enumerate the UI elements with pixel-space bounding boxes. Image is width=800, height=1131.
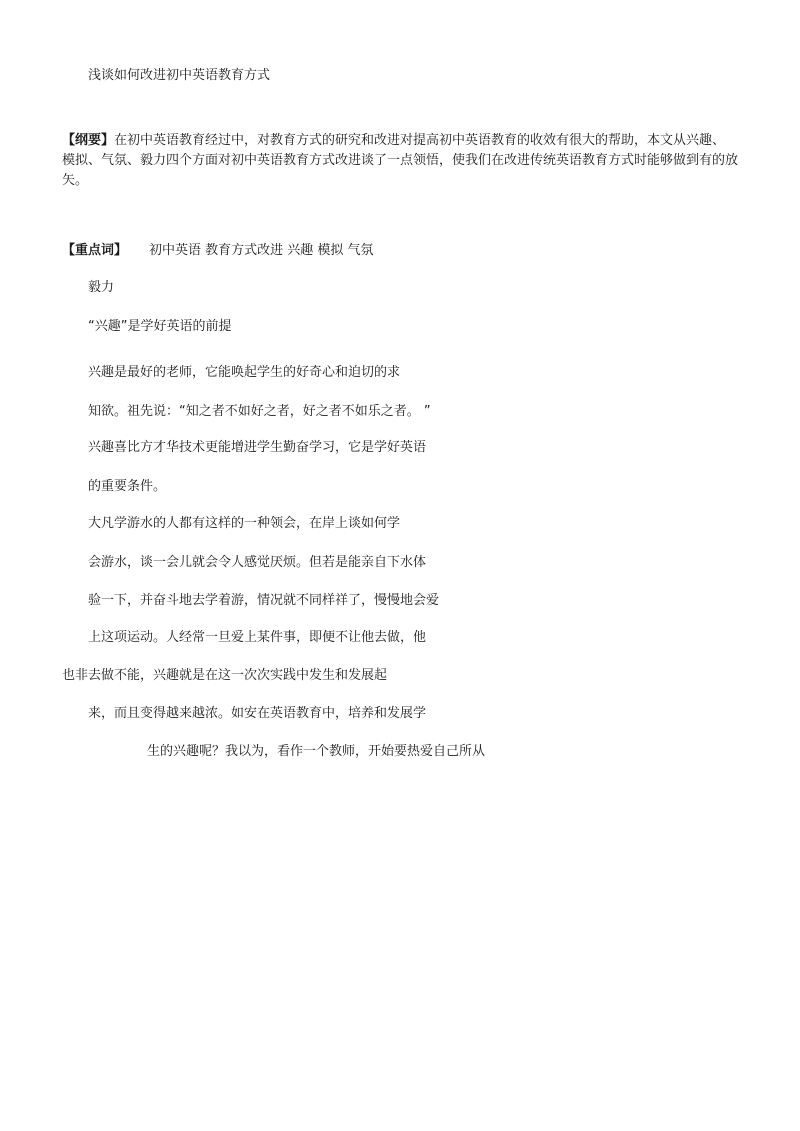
body-line: 兴趣喜比方才华技术更能增进学生勤奋学习，它是学好英语 <box>88 440 427 455</box>
keywords-label: 【重点词】 <box>62 243 128 258</box>
body-line: 兴趣是最好的老师，它能唤起学生的好奇心和迫切的求 <box>88 365 401 380</box>
abstract-paragraph <box>62 131 738 191</box>
body-line: 知欲。祖先说：“知之者不如好之者，好之者不如乐之者。 ” <box>88 404 431 419</box>
body-line: 上这项运动。人经常一旦爱上某件事，即便不让他去做，他 <box>88 630 427 645</box>
keywords-text: 初中英语 教育方式改进 兴趣 模拟 气氛 <box>149 243 374 258</box>
body-line: 来，而且变得越来越浓。如安在英语教育中，培养和发展学 <box>88 706 427 721</box>
keywords-continuation: 毅力 <box>88 280 115 295</box>
body-line: 生的兴趣呢？我以为，看作一个教师，开始要热爱自己所从 <box>147 744 486 759</box>
body-line: 大凡学游水的人都有这样的一种领会，在岸上谈如何学 <box>88 516 401 531</box>
abstract-text: 在初中英语教育经过中，对教育方式的研究和改进对提高初中英语教育的收效有很大的帮助，本文从兴趣、模拟、气氛、毅力四个方面对初中英语教育方式改进谈了一点领悟，使我们在改进传统英语教育方式时能够做到有的放矢。 <box>62 133 739 188</box>
body-line: 也非去做不能，兴趣就是在这一次次实践中发生和发展起 <box>62 668 388 683</box>
body-line: 验一下，并奋斗地去学着游，情况就不同样祥了，慢慢地会爱 <box>88 593 440 608</box>
section-heading: “兴趣”是学好英语的前提 <box>88 319 232 334</box>
abstract-label: 【纲要】 <box>62 133 115 148</box>
body-line: 会游水，谈一会儿就会令人感觉厌烦。但若是能亲自下水体 <box>88 555 427 570</box>
body-line: 的重要条件。 <box>88 479 167 494</box>
document-title: 浅谈如何改进初中英语教育方式 <box>88 68 271 83</box>
keywords-line <box>62 242 374 260</box>
